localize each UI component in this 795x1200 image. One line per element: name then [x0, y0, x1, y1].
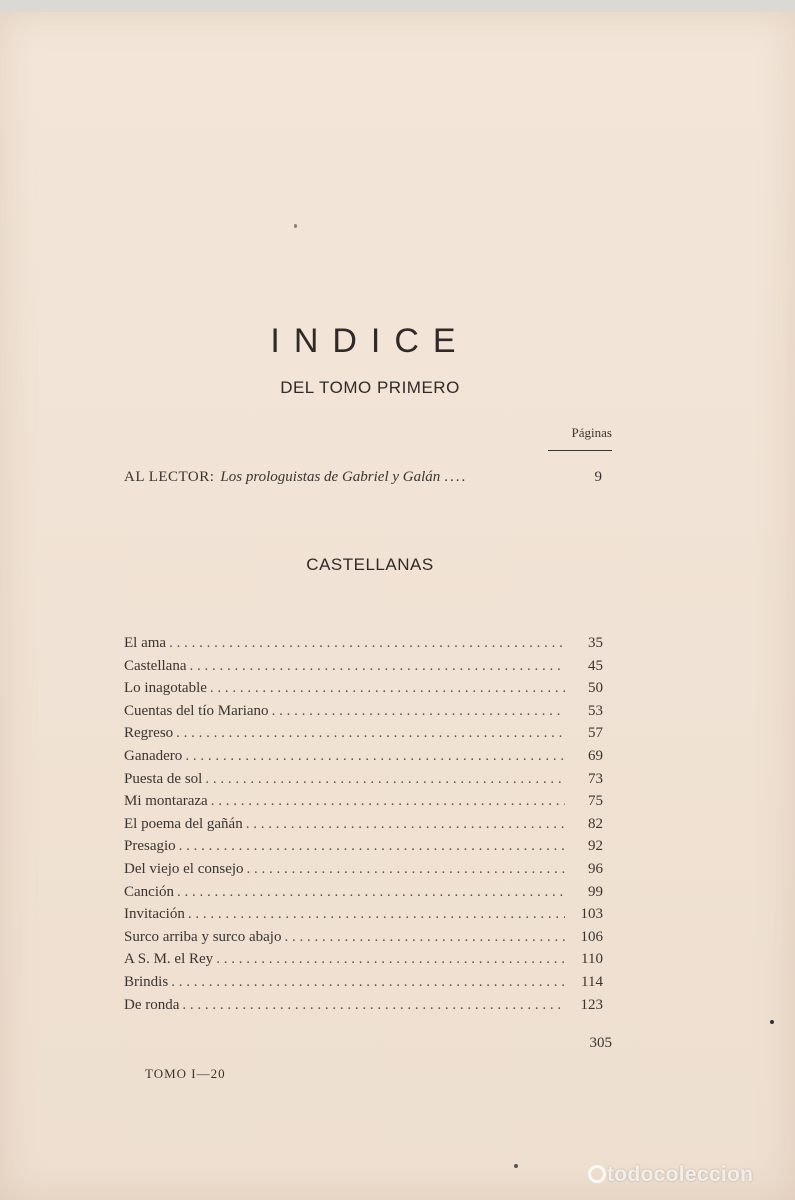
- printer-signature: TOMO I—20: [145, 1066, 226, 1081]
- toc-entry-page: 53: [588, 702, 603, 719]
- toc-entry: [124, 635, 603, 658]
- toc-entry-title: Regreso: [124, 725, 174, 742]
- toc-entry-title: Canción: [124, 883, 174, 900]
- toc-entry-title: Castellana: [124, 657, 187, 674]
- dot-leader: [185, 748, 565, 765]
- section-title: CASTELLANAS: [306, 555, 434, 574]
- pages-column-label: Páginas: [571, 425, 612, 440]
- toc-entry-page: 123: [580, 996, 603, 1013]
- lector-page: 9: [594, 469, 602, 485]
- dot-leader: [177, 884, 565, 901]
- toc-entry-title: Surco arriba y surco abajo: [124, 928, 282, 945]
- dot-leader: [211, 793, 565, 810]
- toc-entry-title: Lo inagotable: [124, 680, 207, 697]
- toc-entry-page: 99: [588, 883, 603, 900]
- dot-leader: [205, 771, 565, 788]
- toc-entry-page: 69: [588, 747, 603, 764]
- toc-entry-title: Del viejo el consejo: [124, 860, 244, 877]
- toc-entry: [124, 997, 603, 1020]
- toc-entry: [124, 748, 603, 771]
- lector-label: AL LECTOR:: [124, 469, 215, 485]
- paper-speck: [770, 1020, 774, 1024]
- dot-leader: [188, 906, 565, 923]
- toc-entry-page: 57: [588, 725, 603, 742]
- page-number: 305: [589, 1035, 612, 1051]
- paper-speck: [294, 224, 297, 228]
- lector-text: Los prologuistas de Gabriel y Galán: [220, 469, 441, 485]
- toc-entry-page: 114: [581, 973, 603, 990]
- toc-entry-al-lector: [124, 469, 602, 486]
- toc-entry-title: Mi montaraza: [124, 793, 208, 810]
- dot-leader: [176, 725, 565, 742]
- toc-list: [124, 635, 603, 1019]
- toc-entry-page: 106: [580, 928, 603, 945]
- dot-leader: [189, 658, 565, 675]
- toc-entry: [124, 951, 603, 974]
- toc-entry: [124, 703, 603, 726]
- watermark-logo: todocoleccion: [588, 1163, 753, 1187]
- dot-leader: [210, 680, 565, 697]
- toc-entry-title: El ama: [124, 635, 167, 651]
- toc-entry: [124, 771, 603, 794]
- toc-entry-page: 45: [588, 657, 603, 674]
- lector-leader: ....: [444, 469, 468, 485]
- toc-entry-title: Ganadero: [124, 747, 183, 764]
- dot-leader: [272, 703, 565, 720]
- toc-entry-page: 50: [588, 680, 603, 697]
- dot-leader: [247, 861, 565, 878]
- index-title: INDICE: [270, 322, 470, 360]
- toc-entry-page: 73: [588, 770, 603, 787]
- toc-entry: [124, 838, 603, 861]
- toc-entry-page: 75: [588, 793, 603, 810]
- toc-entry-title: Presagio: [124, 838, 176, 855]
- toc-entry-page: 82: [588, 815, 603, 832]
- pages-column-rule: [548, 450, 612, 451]
- index-subtitle: DEL TOMO PRIMERO: [280, 378, 460, 397]
- toc-entry: [124, 680, 603, 703]
- dot-leader: [182, 997, 565, 1014]
- toc-entry-title: A S. M. el Rey: [124, 951, 214, 968]
- toc-entry: [124, 816, 603, 839]
- toc-entry: [124, 884, 603, 907]
- toc-entry-title: Cuentas del tío Mariano: [124, 702, 269, 719]
- toc-entry-title: De ronda: [124, 996, 180, 1013]
- watermark-ring-icon: [588, 1165, 606, 1183]
- toc-entry-title: Invitación: [124, 906, 185, 923]
- toc-entry: [124, 793, 603, 816]
- dot-leader: [171, 974, 565, 991]
- book-page: [0, 12, 795, 1200]
- toc-entry: [124, 658, 603, 681]
- toc-entry: [124, 929, 603, 952]
- toc-entry: [124, 861, 603, 884]
- toc-entry-title: El poema del gañán: [124, 815, 243, 832]
- dot-leader: [246, 816, 565, 833]
- toc-entry-title: Brindis: [124, 973, 169, 990]
- dot-leader: [284, 929, 565, 946]
- toc-entry-page: 103: [580, 906, 603, 923]
- dot-leader: [216, 951, 565, 968]
- toc-entry-page: 96: [588, 860, 603, 877]
- toc-entry: [124, 725, 603, 748]
- dot-leader: [179, 838, 565, 855]
- toc-entry: [124, 974, 603, 997]
- paper-speck: [514, 1164, 518, 1168]
- toc-entry-page: 92: [588, 838, 603, 855]
- dot-leader: [169, 635, 565, 652]
- toc-entry-title: Puesta de sol: [124, 770, 203, 787]
- toc-entry: [124, 906, 603, 929]
- toc-entry-page: 35: [588, 635, 603, 651]
- toc-entry-page: 110: [581, 951, 603, 968]
